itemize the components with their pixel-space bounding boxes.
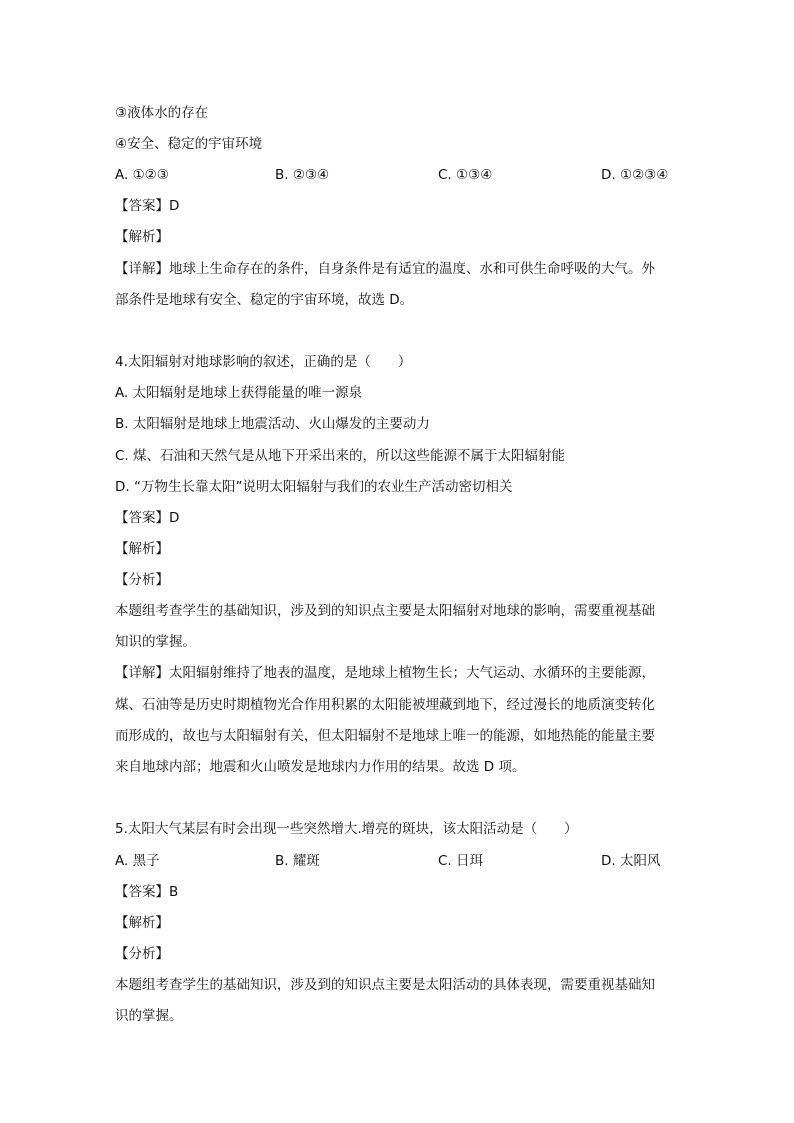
q3-option-d: D. ①②③④	[601, 167, 669, 183]
q3-option-c: C. ①③④	[438, 167, 493, 183]
q4-answer: 【答案】D	[115, 510, 180, 526]
q3-analysis-heading: 【解析】	[115, 229, 169, 245]
q4-option-a: A. 太阳辐射是地球上获得能量的唯一源泉	[115, 385, 363, 401]
q5-option-b: B. 耀斑	[275, 853, 320, 869]
q3-condition-4: ④安全、稳定的宇宙环境	[115, 136, 263, 152]
q4-option-d: D. “万物生长靠太阳”说明太阳辐射与我们的农业生产活动密切相关	[115, 479, 513, 495]
q4-detail-line-2: 煤、石油等是历史时期植物光合作用积累的太阳能被埋藏到地下，经过漫长的地质演变转化	[115, 697, 655, 713]
q5-option-d: D. 太阳风	[601, 853, 661, 869]
q4-option-c: C. 煤、石油和天然气是从地下开采出来的，所以这些能源不属于太阳辐射能	[115, 448, 566, 464]
q3-condition-3: ③液体水的存在	[115, 105, 209, 121]
q4-detail-line-1: 【详解】太阳辐射维持了地表的温度，是地球上植物生长；大气运动、水循环的主要能源，	[115, 665, 655, 681]
q4-option-b: B. 太阳辐射是地球上地震活动、火山爆发的主要动力	[115, 416, 430, 432]
q5-option-c: C. 日珥	[438, 853, 484, 869]
q4-detail-line-4: 来自地球内部；地震和火山喷发是地球内力作用的结果。故选 D 项。	[115, 759, 526, 775]
q3-option-b: B. ②③④	[275, 167, 330, 183]
q5-options	[115, 851, 695, 871]
q5-fenxi-heading: 【分析】	[115, 946, 169, 962]
q5-option-a: A. 黑子	[115, 853, 160, 869]
q3-detail-line-2: 部条件是地球有安全、稳定的宇宙环境，故选 D。	[115, 292, 414, 308]
q3-answer: 【答案】D	[115, 198, 180, 214]
q5-analysis-heading: 【解析】	[115, 915, 169, 931]
q3-option-a: A. ①②③	[115, 167, 169, 183]
q5-fenxi-line-2: 识的掌握。	[115, 1008, 183, 1024]
q4-fenxi-line-1: 本题组考查学生的基础知识，涉及到的知识点主要是太阳辐射对地球的影响，需要重视基础	[115, 603, 655, 619]
q3-options	[115, 165, 695, 185]
q5-fenxi-line-1: 本题组考查学生的基础知识，涉及到的知识点主要是太阳活动的具体表现，需要重视基础知	[115, 977, 655, 993]
q3-detail-line-1: 【详解】地球上生命存在的条件，自身条件是有适宜的温度、水和可供生命呼吸的大气。外	[115, 261, 655, 277]
q4-stem: 4.太阳辐射对地球影响的叙述，正确的是（ ）	[115, 354, 412, 370]
q4-detail-line-3: 而形成的，故也与太阳辐射有关，但太阳辐射不是地球上唯一的能源，如地热能的能量主要	[115, 728, 655, 744]
q5-answer: 【答案】B	[115, 884, 179, 900]
q4-analysis-heading: 【解析】	[115, 541, 169, 557]
q4-fenxi-line-2: 知识的掌握。	[115, 634, 196, 650]
q5-stem: 5.太阳大气某层有时会出现一些突然增大.增亮的斑块，该太阳活动是（ ）	[115, 821, 578, 837]
q4-fenxi-heading: 【分析】	[115, 572, 169, 588]
